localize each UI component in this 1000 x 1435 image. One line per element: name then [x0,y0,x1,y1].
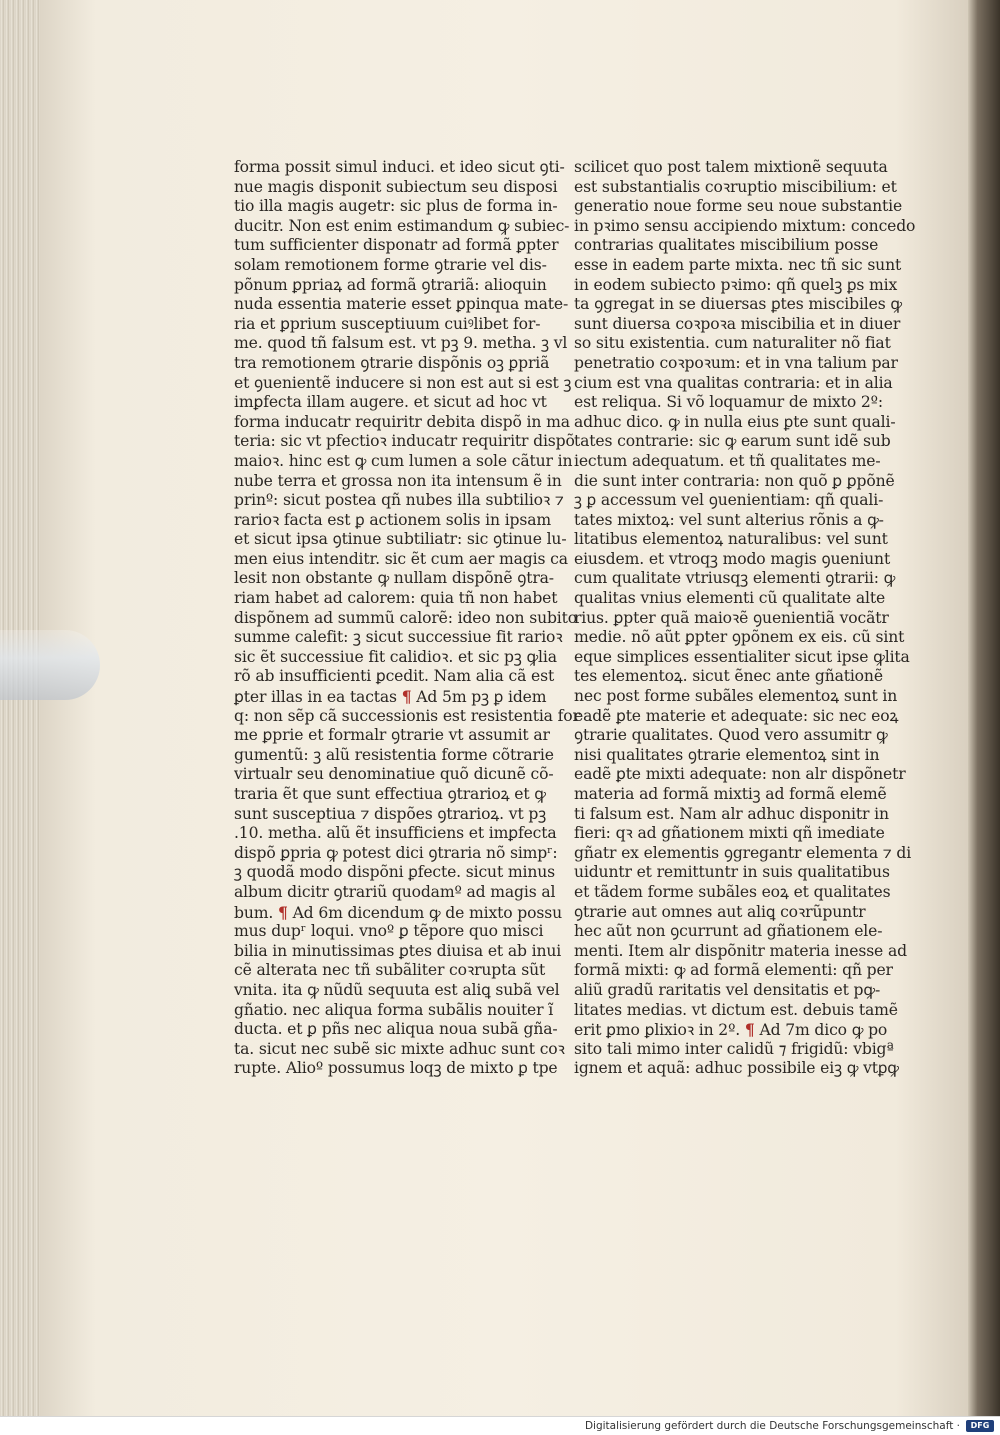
text-line: cium est vna qualitas contraria: et in alia [574,373,893,392]
text-line: sunt diuersa coꝛpoꝛa miscibilia et in diuer [574,314,901,333]
text-line: eadẽ ꝑte mixti adequate: non alr dispõnetr [574,765,906,784]
book-clamp [0,630,100,700]
text-line: forma inducatr requiritr debita dispõ in ma [234,412,570,431]
text-line: adhuc dico. ꝙ in nulla eius ꝑte sunt quali- [574,412,896,431]
text-line: prinº: sicut postea qñ nubes illa subtilioꝛ ⁊ [234,491,564,510]
text-line: põnum ꝑpriaꝝ ad formã ꝯtrariã: alioquin [234,275,547,294]
text-line: virtualr seu denominatiue quõ dicunẽ cõ- [234,765,554,784]
text-line: eadẽ ꝑte materie et adequate: sic nec eoꝝ [574,706,899,725]
text-line: solam remotionem forme ꝯtrarie vel dis- [234,255,547,274]
text-line: maioꝛ. hinc est ꝙ cum lumen a sole cãtur in [234,451,573,470]
text-line: cẽ alterata nec tñ subãliter coꝛrupta sũt [234,961,546,980]
text-line: est substantialis coꝛruptio miscibilium: et [574,177,897,196]
text-line: ta. sicut nec subẽ sic mixte adhuc sunt coꝛ [234,1039,565,1058]
text-line: ria et ꝑprium susceptiuum cuiꝰlibet for- [234,314,541,333]
text-line: mus dupʳ loqui. vnoº ꝑ tẽpore quo misci [234,922,544,941]
text-line: sunt susceptiua ⁊ dispões ꝯtrarioꝝ. vt pꝫ [234,804,547,823]
text-line: me. quod tñ falsum est. vt pꝫ 9. metha. ꝫ vl [234,334,568,353]
text-line: hec aũt non ꝯcurrunt ad gñationem ele- [574,922,883,941]
text-line: formã mixti: ꝙ ad formã elementi: qñ per [574,961,893,980]
text-line: tra remotionem ꝯtrarie dispõnis oꝫ ꝑpriã [234,353,550,372]
text-line: traria ẽt que sunt effectiua ꝯtrarioꝝ et ꝙ [234,785,546,803]
paragraph-mark: ¶ [401,687,412,707]
text-line: album dicitr ꝯtrariũ quodamº ad magis al [234,882,556,901]
text-line: sic ẽt successiue fit calidioꝛ. et sic pꝫ ꝙlia [234,647,557,666]
text-line: ꝯtrarie qualitates. Quod vero assumitr ꝙ [574,726,888,745]
right-text-column [574,158,916,1079]
dfg-logo: DFG [966,1420,994,1432]
text-line: teria: sic vt pfectioꝛ inducatr requiritr dispõ [234,432,575,451]
text-line: fieri: qꝛ ad gñationem mixti qñ imediate [574,824,885,843]
text-line: aliũ gradũ raritatis vel densitatis et pꝙ- [574,980,881,999]
text-line: erit ꝑmo ꝑlixioꝛ in 2º. ¶ Ad 7m dico ꝙ po [574,1020,888,1040]
text-line: nisi qualitates ꝯtrarie elementoꝝ sint in [574,745,880,764]
text-line: rupte. Alioº possumus loqꝫ de mixto ꝑ tpe [234,1059,558,1078]
text-line: litatibus elementoꝝ naturalibus: vel sunt [574,530,888,549]
text-line: ꝫ quodã modo dispõni ꝑfecte. sicut minus [234,863,555,882]
text-line: eque simplices essentialiter sicut ipse ꝙlita [574,647,910,666]
text-line: rõ ab insufficienti ꝑcedit. Nam alia cã est [234,667,555,686]
text-line: summe calefit: ꝫ sicut successiue fit rarioꝛ [234,628,563,647]
text-line: penetratio coꝛpoꝛum: et in vna talium par [574,353,898,372]
text-line: eiusdem. et vtroqꝫ modo magis ꝯueniunt [574,549,891,568]
text-line: ꝯtrarie aut omnes aut aliꝗ coꝛrũpuntr [574,902,866,921]
text-line: et sicut ipsa ꝯtinue subtiliatr: sic ꝯtinue lu- [234,530,567,549]
text-line: menti. Item alr dispõnitr materia inesse ad [574,941,907,960]
footer-credit: Digitalisierung gefördert durch die Deutsche Forschungsgemeinschaft · [584,1420,960,1432]
text-line: gñatio. nec aliqua forma subãlis nouiter ĩ [234,1000,554,1019]
text-line: esse in eadem parte mixta. nec tñ sic sunt [574,255,902,274]
text-line: riam habet ad calorem: quia tñ non habet [234,589,558,608]
text-line: bum. ¶ Ad 6m dicendum ꝙ de mixto possu [234,902,562,922]
text-line: forma possit simul induci. et ideo sicut ꝯti- [234,158,565,176]
text-line: ta ꝯgregat in se diuersas ꝑtes miscibiles ꝙ [574,295,902,314]
text-line: et tãdem forme subãles eoꝝ et qualitates [574,882,891,901]
text-line: nue magis disponit subiectum seu disposi [234,177,558,196]
paragraph-mark: ¶ [744,1020,755,1040]
text-line: men eius intenditr. sic ẽt cum aer magis ca [234,549,568,568]
text-line: ducitr. Non est enim estimandum ꝙ subiec- [234,216,570,235]
text-line: vnita. ita ꝙ nũdũ sequuta est aliꝗ subã vel [234,980,560,999]
text-line: q: non sẽp cã successionis est resistentia for [234,706,580,725]
text-line: bilia in minutissimas ꝑtes diuisa et ab inui [234,941,562,960]
text-line: ꝑter illas in ea tactas ¶ Ad 5m pꝫ ꝑ idem [234,687,547,707]
text-line: iectum adequatum. et tñ qualitates me- [574,451,881,470]
text-line: tates mixtoꝝ: vel sunt alterius rõnis a ꝙ- [574,510,884,529]
text-line: in eodem subiecto pꝛimo: qñ quelꝫ ꝑs mix [574,275,898,294]
footer-bar [0,1416,1000,1435]
text-line: ti falsum est. Nam alr adhuc disponitr in [574,804,889,823]
text-line: dispõ ꝑpria ꝙ potest dici ꝯtraria nõ simpʳ: [234,843,558,862]
text-line: imꝑfecta illam augere. et sicut ad hoc vt [234,393,547,412]
left-text-column [234,158,580,1079]
text-line: ducta. et ꝑ pñs nec aliqua noua subã gña- [234,1020,558,1039]
text-line: ꝫ ꝑ accessum vel ꝯuenientiam: qñ quali- [574,491,884,510]
text-line: tum sufficienter disponatr ad formã ꝑpter [234,236,559,255]
text-line: rarioꝛ facta est ꝑ actionem solis in ipsam [234,510,552,529]
text-line: tates contrarie: sic ꝙ earum sunt idẽ sub [574,432,891,451]
text-line: rius. ꝑpter quã maioꝛẽ ꝯuenientiã vocãtr [574,608,889,627]
text-line: die sunt inter contraria: non quõ ꝑ ꝑpõnẽ [574,471,895,490]
text-line: contrarias qualitates miscibilium posse [574,236,879,255]
text-line: in pꝛimo sensu accipiendo mixtum: concedo [574,216,916,235]
book-spine-shadow [968,0,1000,1416]
text-line: so situ existentia. cum naturaliter nõ fiat [574,334,891,353]
text-line: qualitas vnius elementi cũ qualitate alte [574,589,886,608]
text-line: cum qualitate vtriusqꝫ elementi ꝯtrarii: ꝙ [574,569,896,588]
text-line: materia ad formã mixtiꝫ ad formã elemẽ [574,785,887,803]
text-line: medie. nõ aũt ꝑpter ꝯpõnem ex eis. cũ sint [574,628,905,647]
text-line: .10. metha. alũ ẽt insufficiens et imꝑfecta [234,824,557,843]
text-line: me ꝑprie et formalr ꝯtrarie vt assumit ar [234,726,550,745]
text-line: tio illa magis augetr: sic plus de forma in- [234,197,558,216]
text-line: tes elementoꝝ. sicut ẽnec ante gñationẽ [574,667,883,686]
text-line: nube terra et grossa non ita intensum ẽ in [234,471,562,490]
text-line: lesit non obstante ꝙ nullam dispõnẽ ꝯtra- [234,569,554,588]
text-line: est reliqua. Si võ loquamur de mixto 2º: [574,393,883,412]
paragraph-mark: ¶ [277,902,288,922]
text-line: uiduntr et remittuntr in suis qualitatibus [574,863,890,882]
text-line: ignem et aquã: adhuc possibile eiꝫ ꝙ vtꝑꝙ [574,1059,899,1078]
text-line: et ꝯuenientẽ inducere si non est aut si est ꝫ [234,373,572,392]
text-line: nec post forme subãles elementoꝝ sunt in [574,687,898,706]
text-line: gumentũ: ꝫ alũ resistentia forme cõtrarie [234,745,554,764]
text-line: dispõnem ad summũ calorẽ: ideo non subito [234,608,578,627]
text-line: generatio noue forme seu noue substantie [574,197,903,216]
text-line: nuda essentia materie esset ꝑpinqua mate- [234,295,569,314]
text-line: sito tali mimo inter calidũ ⁊ frigidũ: vbigª [574,1039,894,1058]
text-line: litates medias. vt dictum est. debuis tamẽ [574,1000,898,1019]
text-line: scilicet quo post talem mixtionẽ sequuta [574,158,888,176]
text-line: gñatr ex elementis ꝯgregantr elementa ⁊ di [574,843,912,862]
